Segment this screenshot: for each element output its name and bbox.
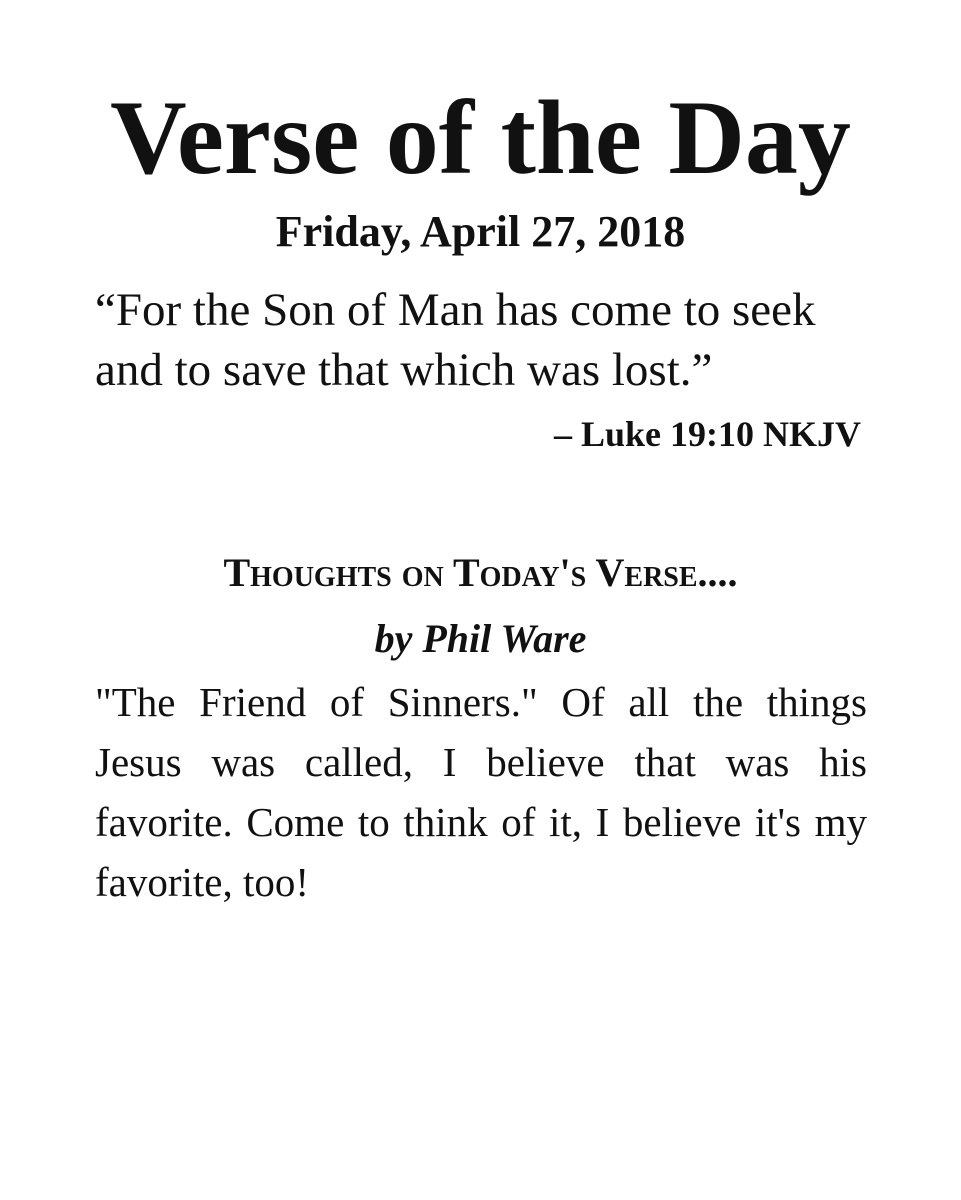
verse-text: “For the Son of Man has come to seek and to save that which was lost.”: [95, 284, 816, 396]
verse-date: Friday, April 27, 2018: [275, 207, 686, 256]
thoughts-author: by Phil Ware: [374, 616, 587, 661]
verse-reference: – Luke 19:10 NKJV: [553, 414, 861, 454]
thoughts-heading: Thoughts on Today's Verse....: [223, 550, 738, 595]
thoughts-text: "The Friend of Sinners." Of all the things Jesus was called, I believe that was his favorite. Come to think of it, I believe it's my favorite, too!: [95, 679, 867, 905]
page-title: Verse of the Day: [110, 79, 851, 196]
